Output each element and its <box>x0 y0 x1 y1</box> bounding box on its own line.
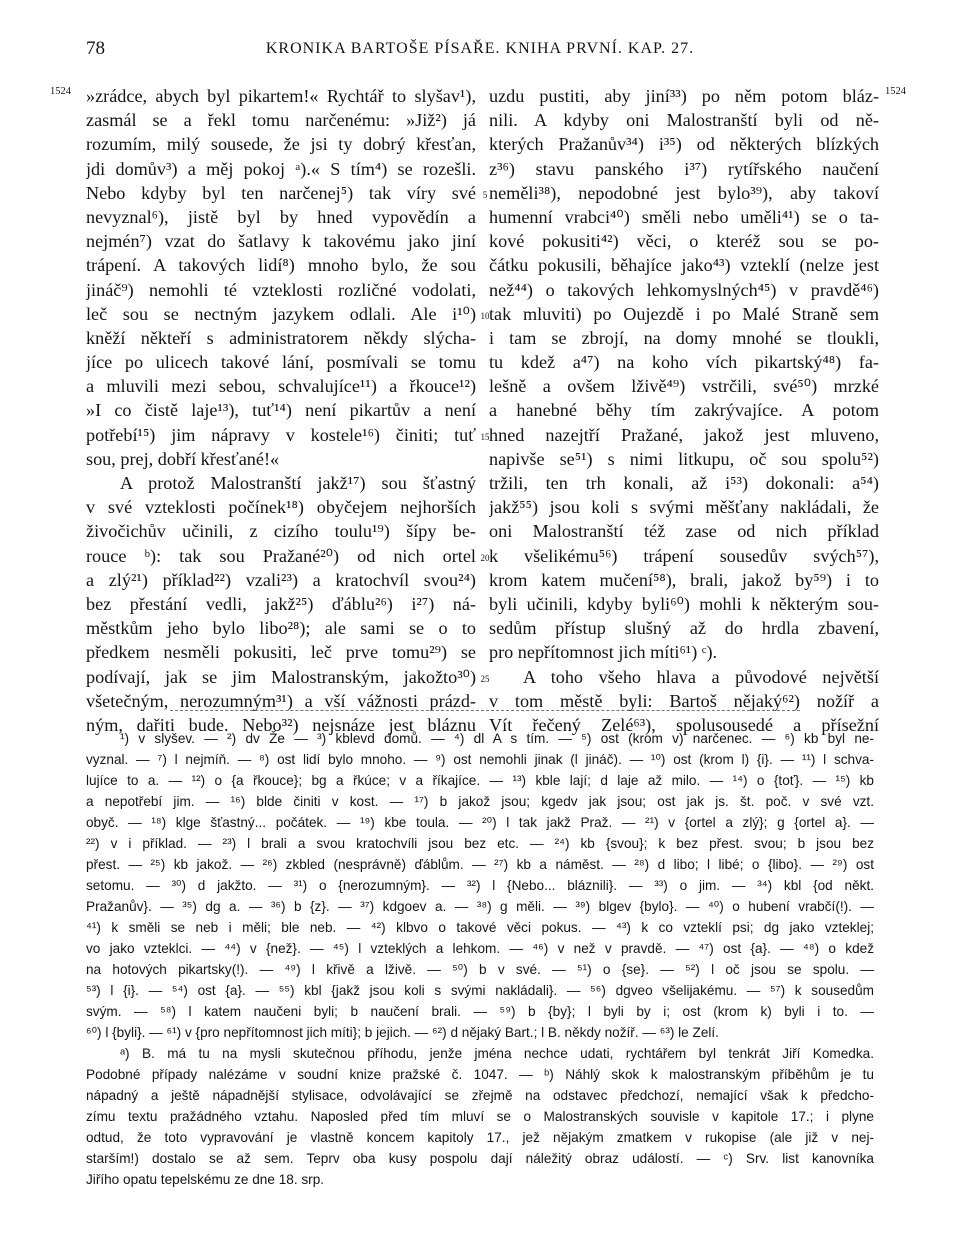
text-line: a zlý²¹) příklad²²) vzali²³) a kratochvíl svou²⁴) <box>86 569 476 590</box>
text-line: napivše se⁵¹) s nimi litkupu, oč sou spolu⁵²) <box>489 448 879 469</box>
line-number-5: 5 <box>482 190 488 200</box>
text-line: Nebo kdyby byl ten narčenej⁵) tak víry své <box>86 182 476 203</box>
footnote-line: vyznal. — ⁷) l nejmíň. — ⁸) ost lidí bylo mnoho. — ⁹) ost nemohli jinak (l jináč). — ¹⁰) ost (krom l) {i}. — ¹¹) l schva- <box>86 752 874 767</box>
text-line: hned nazejtří Pražané, jakož jest mluveno, <box>489 424 879 445</box>
footnote-line: setomu. — ³⁰) d jakžto. — ³¹) o {nerozumným}. — ³²) l {Nebo... bláznili}. — ³³) o jim. — ³⁴) kbl {od někt. <box>86 878 874 893</box>
footnote-line: na hotových pikartsky(!). — ⁴⁹) l křivě a lživě. — ⁵⁰) b v své. — ⁵¹) o {se}. — ⁵²) l oč jsou se spolu. — <box>86 962 874 977</box>
line-number-15: 15 <box>480 432 490 442</box>
line-number-25: 25 <box>480 674 490 684</box>
text-line: tržili, ten trh konali, až i⁵³) dokonali: a⁵⁴) <box>489 473 879 493</box>
footnote-line: svým. — ⁵⁸) l katem naučeni byli; b naučení brali. — ⁵⁹) b {by}; l byli by i; ost (krom k) byli i to. — <box>86 1004 874 1019</box>
text-line: rouce ᵇ): tak sou Pražané²⁰) od nich ortel <box>86 545 476 566</box>
text-line: všetečným, nerozumným³¹) a vší vážnosti prázd- <box>86 690 476 711</box>
footnote-divider <box>170 710 800 711</box>
footnote-line: Jiřího opatu tepelskému ze dne 18. srp. <box>86 1172 325 1187</box>
text-line: uzdu pustiti, aby jiní³³) po něm potom bláz- <box>489 86 879 106</box>
text-line: jináč⁹) nemohli té vzteklosti rozličné vodolati, <box>86 279 476 300</box>
text-line: k všelikému⁵⁶) trápení sousedův svých⁵⁷), <box>489 545 879 566</box>
footnote-line: Pražanův}. — ³⁵) dg a. — ³⁶) b {z}. — ³⁷) kdgoev a. — ³⁸) g měli. — ³⁹) blgev {bylo}. — ⁴⁰) o hubení vrabčí(!). — <box>86 899 874 914</box>
footnote-line: ⁴¹) k směli se neb i měli; ble neb. — ⁴²) klbvo o takové věci pokus. — ⁴³) k co vzteklí psi; dg jako vzteklej; <box>86 920 874 935</box>
text-line: než⁴⁴) o takových lehkomyslných⁴⁵) v pravdě⁴⁶) <box>489 279 879 300</box>
text-line: a hanebné běhy tím zakrývajíce. A potom <box>489 400 879 421</box>
text-line: tu kdež a⁴⁷) na koho vích pikartský⁴⁸) fa- <box>489 352 879 373</box>
footnote-line: vo jako vzteklci. — ⁴⁴) v {než}. — ⁴⁵) l vzteklých a lehkom. — ⁴⁶) v než v pravdě. — ⁴⁷) ost {a}. — ⁴⁸) o kdež <box>86 941 874 956</box>
footnotes <box>86 728 874 1190</box>
footnote-line: a nepotřebí jim. — ¹⁶) blde činiti v kost. — ¹⁷) b jakož jsou; kgedv jak jsou; ost jak js. št. poč. v své vzt. <box>86 794 874 809</box>
text-line: kněží někteří s administratorem někdy slýcha- <box>86 327 476 348</box>
text-line: »zrádce, abych byl pikartem!« Rychtář to slyšav¹), <box>86 86 476 106</box>
text-line: předkem nesměli pokusiti, leč prve tomu²⁹) se <box>86 642 476 663</box>
text-line: sedům přístup slušný až do hrdla zbavení, <box>489 618 879 639</box>
footnote-line: přest. — ²⁵) kb jakož. — ²⁶) zkbled (nesprávně) ďáblům. — ²⁷) kb a náměst. — ²⁸) d libo; l libé; o {libo}. — ²⁹) ost <box>86 857 874 872</box>
text-line: jdi domův³) a měj pokoj ᵃ).« S tím⁴) se rozešli. <box>86 158 476 179</box>
text-line: neměli³⁸), nepodobné jest bylo³⁹), aby takoví <box>489 182 879 203</box>
text-line: nili. A kdyby oni Malostranští byli od ně- <box>489 110 879 131</box>
footnote-line: ⁵³) l {i}. — ⁵⁴) ost {a}. — ⁵⁵) kbl {jakž jsou koli s svými nakládali}. — ⁵⁶) dgveo všelijakému. — ⁵⁷) k sousedům <box>86 983 874 998</box>
line-number-10: 10 <box>480 311 490 321</box>
footnote-line: ᵃ) B. má tu na mysli skutečnou příhodu, jenže jména nechce udati, rychtářem byl tenkrát Jiří Komedka. <box>120 1046 874 1061</box>
footnote-line: starším!) dostalo se až sem. Teprv oba kusy pospolu dají náležitý obraz událostí. — ᶜ) Srv. list kanovníka <box>86 1151 874 1166</box>
footnote-line: odtud, že toto vypravování je vlastně koncem kapitoly 17., jež nějakým zmatkem v rukopise (ale již v nej- <box>86 1130 874 1145</box>
text-line: čátku pokusili, běhajíce jako⁴³) vzteklí (nelze jest <box>489 255 879 276</box>
text-line: A toho všeho hlava a původové největší <box>523 666 879 687</box>
footnote-line: nápadný a ještě nápadnější stylisace, odvolávající se zřejmě na odstavec předchozí, nemající však k předcho- <box>86 1088 874 1103</box>
text-line: jakž⁵⁵) jsou koli s svými měšťany nakládali, že <box>489 497 879 518</box>
text-line: tak mluviti) po Oujezdě i po Malé Straně sem <box>489 303 879 324</box>
text-line: kterých Pražanův³⁴) i³⁵) od některých blízkých <box>489 134 879 155</box>
text-line: sou, prej, dobří křesťané!« <box>86 448 280 469</box>
text-line: živočichův učinili, z cizího toulu¹⁹) šípy be- <box>86 521 476 542</box>
text-line: v tom městě byli: Bartoš nějaký⁶²) nožíř a <box>489 690 879 711</box>
text-line: a mluvili mezi sebou, schvalujíce¹¹) a řkouce¹²) <box>86 376 476 397</box>
right-text-column <box>489 84 879 737</box>
text-line: zasmál se a řekl tomu narčenému: »Již²) já <box>86 110 476 131</box>
running-header <box>0 38 960 62</box>
text-line: městkům jeho bylo libo²⁸); ale sami se o to <box>86 618 476 639</box>
text-line: lešně a ovšem lživě⁴⁹) vstrčili, své⁵⁰) mrzké <box>489 376 879 397</box>
text-line: v své vzteklosti počínek¹⁸) obyčejem nejhorších <box>86 497 476 518</box>
text-line: jíce po ulicech takové lání, posmívali se tomu <box>86 352 476 373</box>
footnote-line: obyč. — ¹⁸) klge šťastný... počátek. — ¹⁹) kbe toula. — ²⁰) l tak jakž Praž. — ²¹) v {ortel a zlý}; g {ortel a}. — <box>86 815 874 830</box>
text-line: leč sou se nectným jazykem odlali. Ale i¹⁰) <box>86 303 476 324</box>
text-line: i tam se zbrojí, na domy mnohé se tloukli, <box>489 327 879 348</box>
margin-year-left: 1524 <box>50 86 71 97</box>
text-line: oni Malostranští též zase od nich příklad <box>489 521 879 542</box>
text-line: podívají, jak se jim Malostranským, jakožto³⁰) <box>86 666 476 687</box>
text-line: nejmén⁷) vzat do šatlavy k takovému jako jiní <box>86 231 476 252</box>
text-line: »I co čistě laje¹³), tuť¹⁴) není pikartův a není <box>86 400 476 421</box>
text-line: bez přestání vedli, jakž²⁵) ďáblu²⁶) i²⁷) ná- <box>86 593 476 614</box>
text-line: potřebí¹⁵) jim nápravy v kostele¹⁶) činiti; tuť <box>86 424 476 445</box>
footnote-line: lujíce to a. — ¹²) o {a řkouce}; bg a řkúce; v a říkajíce. — ¹³) kble lají; d laje až milo. — ¹⁴) o {toť}. — ¹⁵) kb <box>86 773 874 788</box>
text-line: Vít řečený Zelé⁶³), spolusousedé a přísežní <box>489 714 879 735</box>
text-line: z³⁶) stavu panského i³⁷) rytířského naučení <box>489 158 879 179</box>
text-line: A protož Malostranští jakž¹⁷) sou šťastný <box>120 473 476 493</box>
footnote-line: ⁶⁰) l {byli}. — ⁶¹) v {pro nepřítomnost jich míti}; b jejich. — ⁶²) d nějaký Bart.; l B. někdy nožíř. — ⁶³) le Zelí. <box>86 1025 719 1040</box>
footnote-line: ¹) v slyšev. — ²) dv Že — ³) kblevd domů. — ⁴) dl A s tím. — ⁵) ost (krom v) narčenec. — ⁶) kb byl ne- <box>120 731 874 746</box>
footnote-line: zímu textu pražádného vztahu. Naposled před tím mluví se o Malostranských souvisle v kapitole 17.; i plyne <box>86 1109 874 1124</box>
text-line: trápení. A takových lidí⁸) mnoho bylo, že sou <box>86 255 476 276</box>
footnote-line: Podobné případy nalézáme v soudní knize pražské č. 1047. — ᵇ) Náhlý skok k malostranským příběhům je tu <box>86 1067 874 1082</box>
text-line: byli učinili, kdyby byli⁶⁰) mohli k některým sou- <box>489 593 879 614</box>
text-line: rozumím, milý sousede, že jsi ty dobrý křesťan, <box>86 134 476 155</box>
text-line: krom katem mučení⁵⁸), brali, jakož by⁵⁹) i to <box>489 569 879 590</box>
left-text-column <box>86 84 476 737</box>
footnote-line: ²²) v i příklad. — ²³) l brali a svou kratochvíli jsou bez etc. — ²⁴) kb {svou}; k bez přest. svou; b jsou bez <box>86 836 874 851</box>
running-title: KRONIKA BARTOŠE PÍSAŘE. KNIHA PRVNÍ. KAP. 27. <box>265 40 695 57</box>
text-line: humenní vrabci⁴⁰) směli nebo uměli⁴¹) se o ta- <box>489 206 879 227</box>
text-line: kové pokusiti⁴²) věci, o kteréž sou se po- <box>489 231 879 252</box>
line-number-20: 20 <box>480 553 490 563</box>
text-line: nevyznal⁶), jistě byl by hned vypovědín a <box>86 206 476 227</box>
page-number: 78 <box>86 38 105 59</box>
margin-year-right: 1524 <box>885 86 906 97</box>
text-line: ným, dařiti bude. Nebo³²) nejsnáze jest bláznu <box>86 714 476 735</box>
text-line: pro nepřítomnost jich míti⁶¹) ᶜ). <box>489 642 718 663</box>
